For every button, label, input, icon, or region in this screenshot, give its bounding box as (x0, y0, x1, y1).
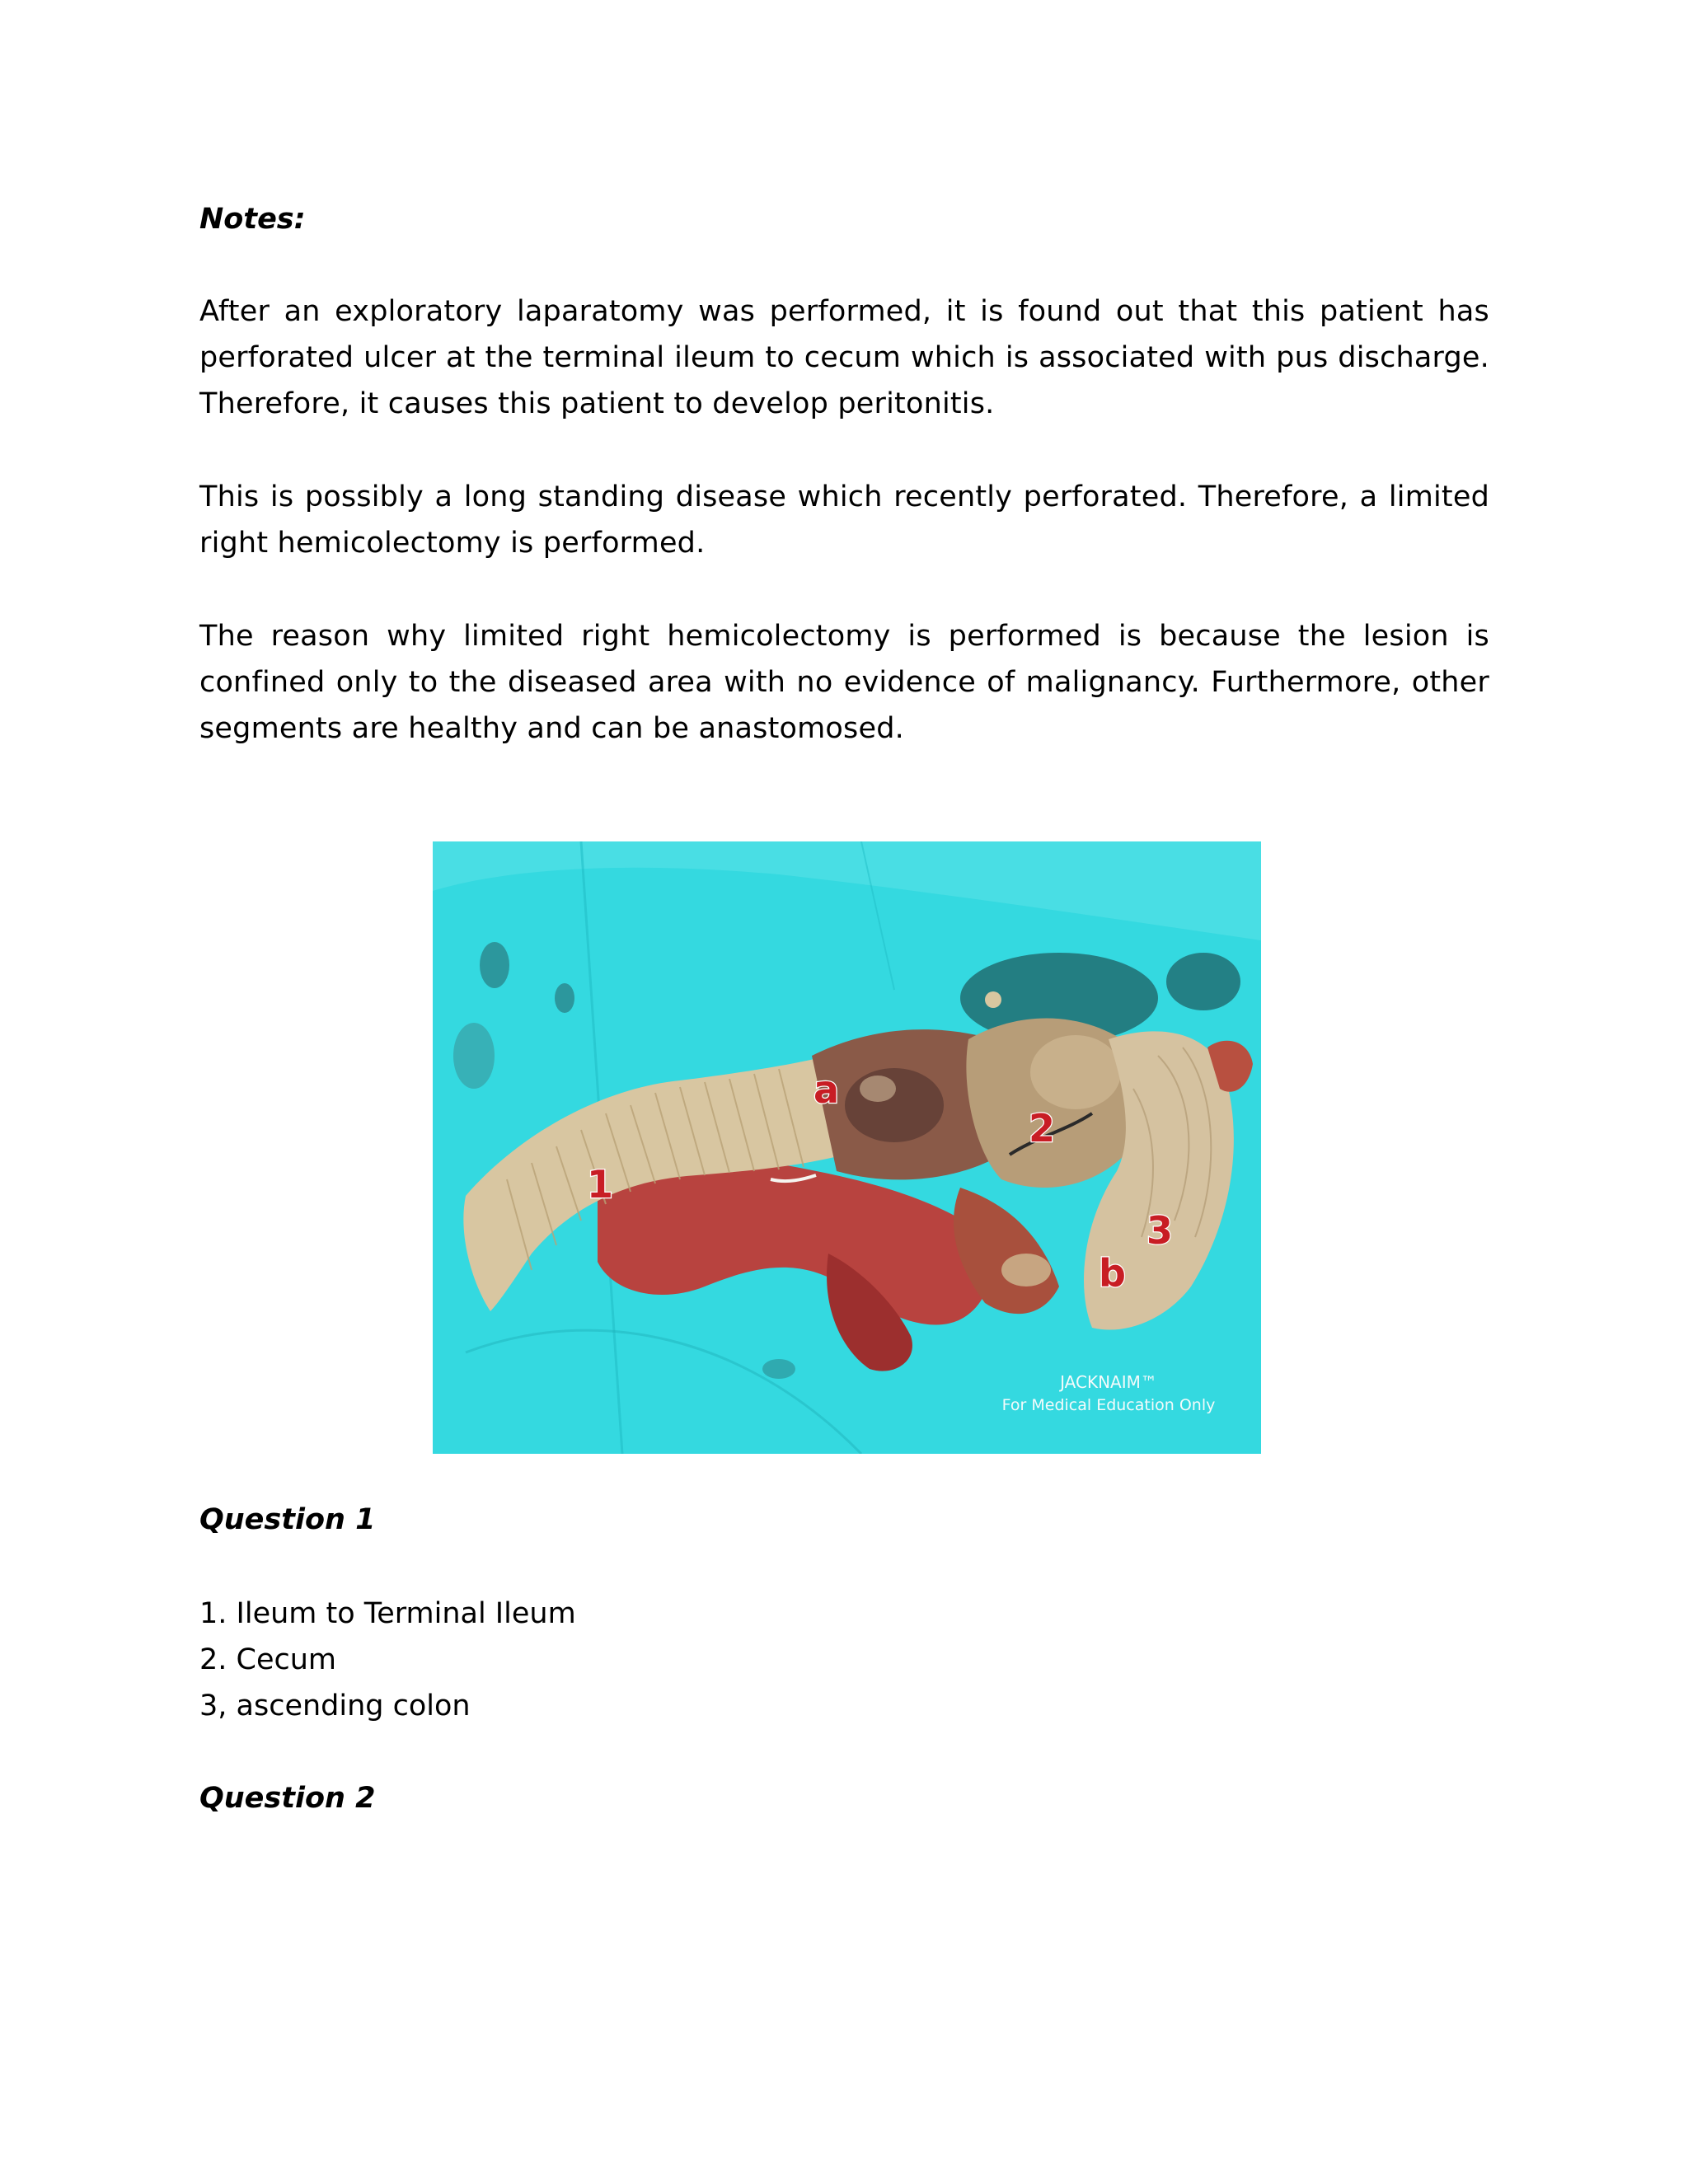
specimen-photo (433, 841, 1261, 1454)
notes-heading: Notes: (199, 203, 306, 236)
watermark-subtitle: For Medical Education Only (1001, 1396, 1216, 1414)
label-2: 2 (1029, 1106, 1056, 1151)
watermark-title: JACKNAIM™ (1060, 1372, 1157, 1392)
specimen-illustration (433, 841, 1261, 1454)
label-b: b (1099, 1251, 1126, 1296)
question-1-heading: Question 1 (199, 1503, 376, 1536)
answer-2: 2. Cecum (199, 1643, 337, 1676)
paragraph-reason: The reason why limited right hemicolectomy is performed is because the lesion is confined only to the diseased area with no evidence of malignancy. Furthermore, other segments are healthy and can be anastomosed. (199, 620, 1489, 745)
paragraph-laparatomy: After an exploratory laparatomy was performed, it is found out that this patient has perforated ulcer at the terminal ileum to cecum which is associated with pus discharge. Therefore, it causes this patient to develop peritonitis. (199, 295, 1489, 420)
label-1: 1 (587, 1162, 614, 1207)
label-a: a (814, 1067, 840, 1112)
answer-1: 1. Ileum to Terminal Ileum (199, 1597, 576, 1630)
paragraph-long-standing: This is possibly a long standing disease which recently perforated. Therefore, a limited right hemicolectomy is performed. (199, 480, 1489, 560)
question-2-heading: Question 2 (199, 1782, 376, 1815)
label-3: 3 (1146, 1208, 1174, 1253)
answer-3: 3, ascending colon (199, 1690, 471, 1722)
